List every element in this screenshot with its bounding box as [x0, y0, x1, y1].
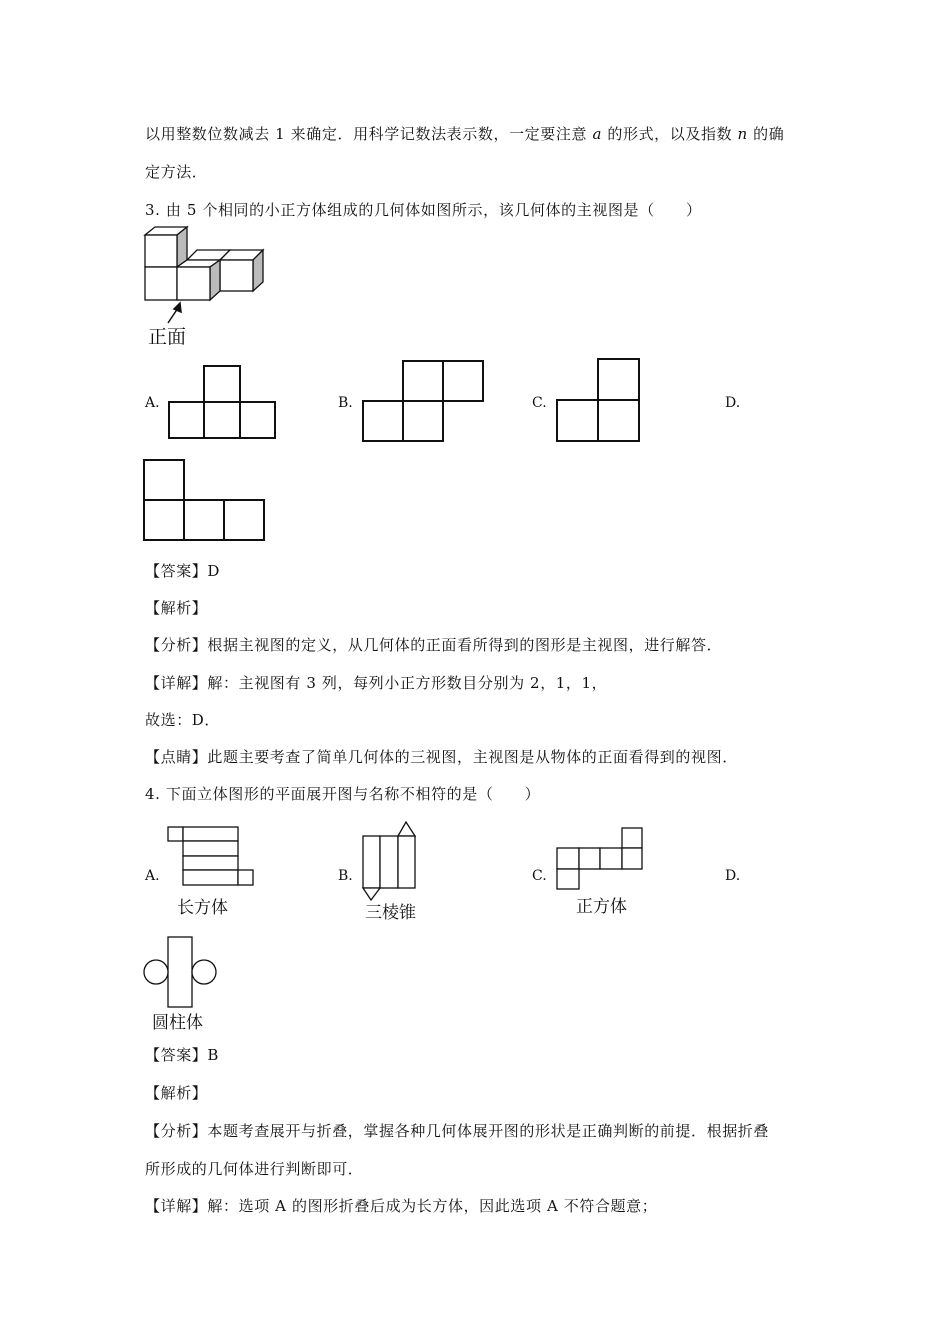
- q4-option-c-label: C.: [532, 868, 547, 884]
- q3-answer: 【答案】D: [145, 562, 221, 580]
- q3-option-b-figure: [362, 360, 486, 444]
- q3-option-b-label: B.: [338, 395, 353, 411]
- intro-text-3: 的确: [747, 125, 785, 143]
- cube-front-face: [177, 267, 210, 300]
- intro-line-2: 定方法．: [145, 163, 208, 181]
- q3-front-label: 正面: [148, 326, 187, 348]
- q4-caption-d: 圆柱体: [152, 1013, 203, 1033]
- q4-caption-b: 三棱锥: [365, 903, 416, 923]
- cube-side-face: [210, 260, 220, 300]
- q3-stem: 3. 由 5 个相同的小正方体组成的几何体如图所示，该几何体的主视图是（ ）: [145, 201, 702, 219]
- intro-text-1: 以用整数位数减去 1 来确定．用科学记数法表示数，一定要注意: [145, 125, 593, 143]
- q4-option-a-label: A.: [145, 868, 160, 884]
- cube-front-face: [145, 267, 177, 300]
- cube-front-face: [220, 260, 253, 291]
- q3-option-c-figure: [556, 358, 642, 444]
- intro-line-1: [145, 124, 784, 144]
- cube-front-face: [145, 235, 177, 267]
- q3-option-a-label: A.: [145, 395, 160, 411]
- q4-option-c-net: [555, 827, 645, 891]
- q3-fenxi: 【分析】根据主视图的定义，从几何体的正面看所得到的图形是主视图，进行解答．: [145, 636, 723, 654]
- q4-stem: 4. 下面立体图形的平面展开图与名称不相符的是（ ）: [145, 785, 541, 803]
- intro-text-2: 的形式，以及指数: [602, 125, 738, 143]
- q3-xiangjie: 【详解】解：主视图有 3 列，每列小正方形数目分别为 2，1，1，: [145, 674, 608, 692]
- q4-caption-c: 正方体: [576, 897, 627, 917]
- q3-option-d-label: D.: [725, 395, 741, 411]
- q4-option-b-label: B.: [338, 868, 353, 884]
- q4-caption-a: 长方体: [177, 898, 228, 918]
- q4-option-d-label: D.: [725, 868, 741, 884]
- q3-option-c-label: C.: [532, 395, 547, 411]
- variable-a: a: [592, 125, 602, 143]
- arrow-head: [174, 303, 181, 312]
- q4-option-b-net: [360, 820, 422, 902]
- q3-analysis-head: 【解析】: [145, 599, 208, 617]
- q4-option-a-net: [167, 826, 259, 888]
- q3-dianjing: 【点睛】此题主要考查了简单几何体的三视图，主视图是从物体的正面看得到的视图．: [145, 748, 738, 766]
- q4-answer: 【答案】B: [145, 1046, 220, 1064]
- q3-guxuan: 故选：D．: [145, 711, 221, 729]
- q4-xiangjie: 【详解】解：选项 A 的图形折叠后成为长方体，因此选项 A 不符合题意；: [145, 1197, 658, 1215]
- q3-option-a-figure: [168, 365, 280, 441]
- q4-analysis-head: 【解析】: [145, 1084, 208, 1102]
- q4-fenxi-1: 【分析】本题考查展开与折叠，掌握各种几何体展开图的形状是正确判断的前提．根据折叠: [145, 1122, 770, 1140]
- q3-solid-figure: [140, 225, 280, 335]
- variable-n: n: [737, 125, 748, 143]
- q4-option-d-net: [140, 935, 220, 1011]
- q4-fenxi-2: 所形成的几何体进行判断即可．: [145, 1160, 364, 1178]
- q3-option-d-figure: [143, 459, 269, 545]
